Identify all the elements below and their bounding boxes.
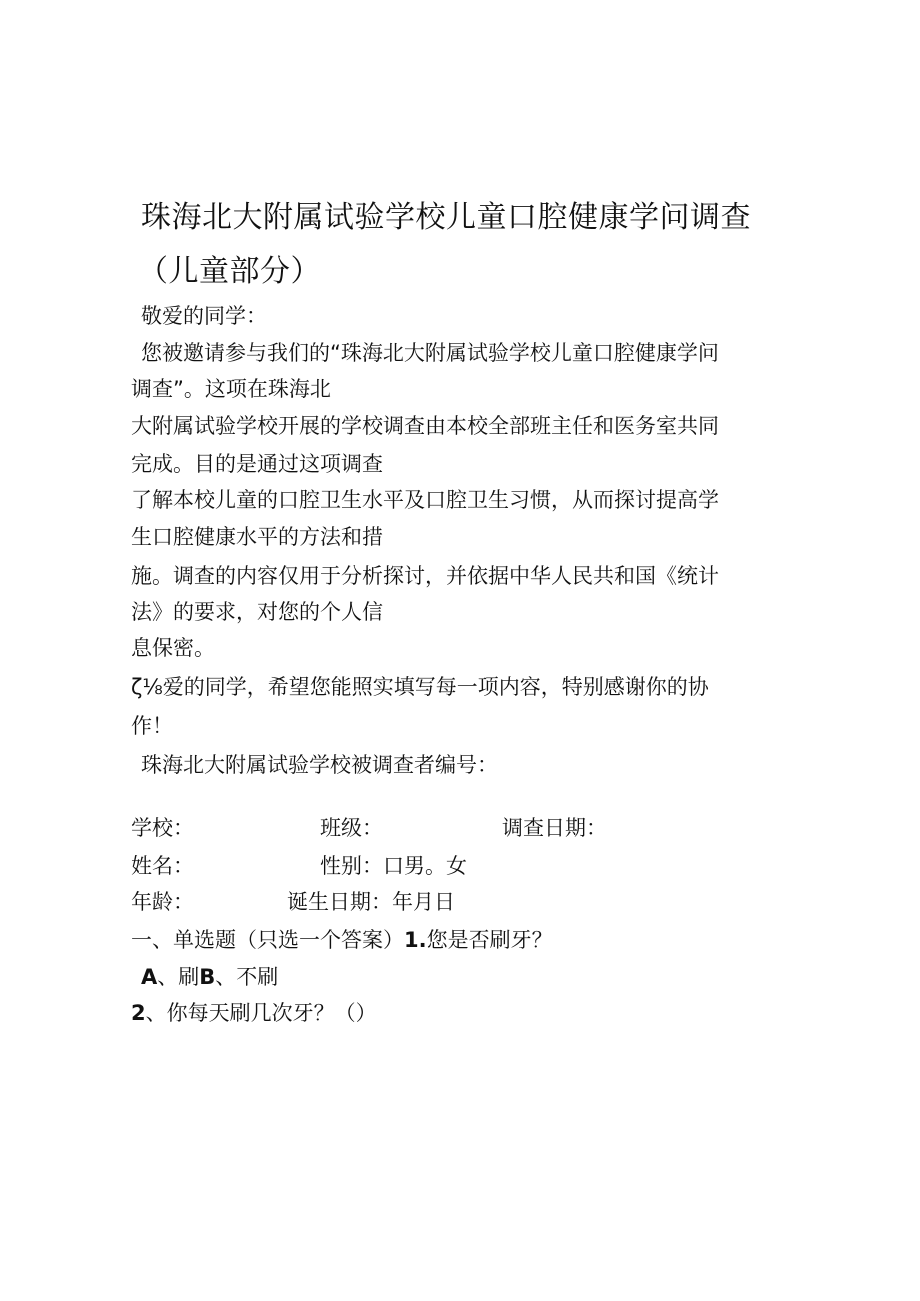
question-2-number: 2 [131, 1001, 146, 1025]
intro-line: 法》的要求，对您的个人信 [131, 600, 383, 624]
respondent-id-label: 珠海北大附属试验学校被调查者编号： [141, 753, 498, 777]
option-b-letter: B [199, 965, 216, 989]
intro-line: 施。调查的内容仅用于分析探讨，并依据中华人民共和国《统计 [131, 564, 719, 588]
question-1-line [131, 925, 553, 955]
intro-line: 您被邀请参与我们的“珠海北大附属试验学校儿童口腔健康学问 [141, 341, 719, 365]
name-field-label: 姓名： [131, 854, 194, 878]
survey-date-field-label: 调查日期： [502, 816, 607, 840]
option-b-text: 、不刷 [215, 965, 279, 989]
section-1-heading: 一、单选题（只选一个答案） [131, 928, 404, 952]
intro-line: 生口腔健康水平的方法和措 [131, 525, 383, 549]
question-2-line [131, 998, 377, 1028]
intro-line: 了解本校儿童的口腔卫生水平及口腔卫生习惯，从而探讨提高学 [131, 488, 719, 512]
class-field-label: 班级： [320, 816, 383, 840]
birth-date-field-label: 诞生日期：年月日 [287, 890, 455, 914]
document-title-line1: 珠海北大附属试验学校儿童口腔健康学问调查 [141, 200, 751, 235]
intro-line: 完成。目的是通过这项调查 [131, 452, 383, 476]
intro-line: 调查”。这项在珠海北 [131, 377, 331, 401]
option-a-letter: A [141, 965, 158, 989]
age-field-label: 年龄： [131, 890, 194, 914]
question-1-text: 您是否刷牙？ [426, 928, 553, 952]
question-2-text: 、你每天刷几次牙？（） [145, 1001, 377, 1025]
thanks-line: 作！ [131, 714, 173, 738]
greeting: 敬爱的同学： [141, 304, 267, 328]
school-field-label: 学校： [131, 816, 194, 840]
question-1-number: 1. [404, 928, 427, 952]
thanks-line: ζ⅛爱的同学，希望您能照实填写每一项内容，特别感谢你的协 [131, 675, 709, 699]
option-a-text: 、刷 [157, 965, 200, 989]
gender-field-label: 性别：口男。女 [320, 854, 467, 878]
intro-line: 大附属试验学校开展的学校调查由本校全部班主任和医务室共同 [131, 414, 719, 438]
question-1-options [141, 962, 278, 992]
intro-line: 息保密。 [131, 636, 215, 660]
document-title-line2: （儿童部分） [138, 254, 321, 289]
